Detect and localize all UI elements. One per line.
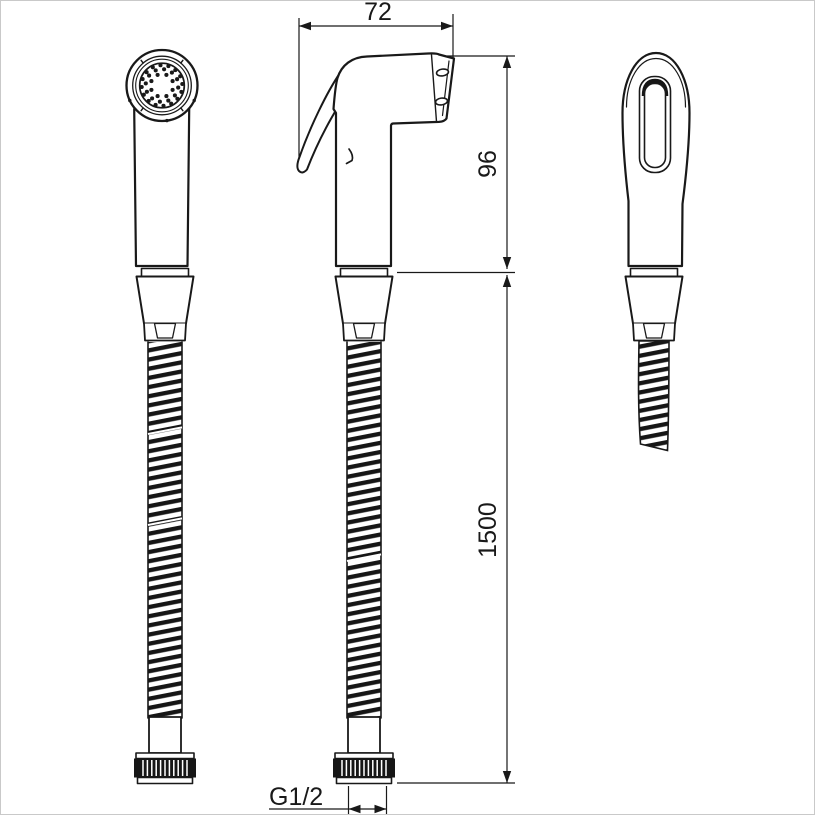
nozzle-dot xyxy=(175,97,179,101)
cone-fitting-side xyxy=(336,269,393,341)
nozzle-dot xyxy=(145,70,149,74)
handle-front xyxy=(134,103,189,266)
dim-label-width: 72 xyxy=(364,1,392,26)
nozzle-dot xyxy=(154,103,158,107)
nozzle-dot xyxy=(171,79,175,83)
nozzle-dot xyxy=(166,99,170,103)
arrowhead-right xyxy=(441,22,453,30)
nozzle-dot xyxy=(176,86,180,90)
rear-view xyxy=(623,53,690,451)
hose-end-fitting-front xyxy=(134,717,196,784)
nozzle-dot xyxy=(173,68,177,72)
nozzle-dot xyxy=(161,104,165,108)
hose-corrugation xyxy=(639,341,669,451)
side-view xyxy=(297,53,454,783)
nozzle-dot xyxy=(162,67,166,71)
arrowhead-top xyxy=(503,275,511,287)
arrowhead-left xyxy=(349,805,361,813)
nozzle-dot xyxy=(179,90,183,94)
nozzle-dot xyxy=(175,77,179,81)
nozzle-dot xyxy=(141,77,145,81)
hose-end-fitting-side xyxy=(333,717,395,784)
nozzle-dot xyxy=(178,74,182,78)
arrowhead-right xyxy=(375,805,387,813)
head-lug-left xyxy=(128,99,131,102)
nozzle-dot xyxy=(144,81,148,85)
nozzle-dot xyxy=(171,88,175,92)
nozzle-dot xyxy=(150,96,154,100)
arrowhead-top xyxy=(503,56,511,68)
hose-side xyxy=(347,342,381,718)
head-lug-right xyxy=(193,99,196,102)
arrowhead-bottom xyxy=(503,771,511,783)
nozzle-dot xyxy=(170,71,174,75)
front-view xyxy=(127,50,198,784)
nozzle-dot xyxy=(147,99,151,103)
nozzle-dot xyxy=(180,82,184,86)
nozzle-dot xyxy=(156,94,160,98)
nozzle-dot xyxy=(145,90,149,94)
nozzle-dot xyxy=(147,74,151,78)
dimension-thread xyxy=(269,783,387,814)
nozzle-dot xyxy=(154,68,158,72)
slot-inner xyxy=(645,84,666,168)
nozzle-dot xyxy=(166,64,170,68)
nozzle-dot xyxy=(151,65,155,69)
hose-corrugation xyxy=(347,342,381,718)
head-outer-ring xyxy=(127,50,198,121)
technical-drawing xyxy=(1,1,814,814)
hose-front xyxy=(148,342,182,718)
arrowhead-bottom xyxy=(503,257,511,269)
hose-corrugation xyxy=(148,342,182,718)
dim-label-thread: G1/2 xyxy=(269,783,324,811)
hose-rear xyxy=(639,341,669,451)
cone-fitting-front xyxy=(137,269,194,341)
spray-head-face xyxy=(127,50,198,122)
nozzle-dot xyxy=(142,93,146,97)
nozzle-dot xyxy=(149,79,153,83)
head-lug-bottom xyxy=(165,119,168,122)
nozzle-dot xyxy=(173,93,177,97)
nozzle-dot xyxy=(156,73,160,77)
arrowhead-left xyxy=(299,22,311,30)
dim-label-hose-length: 1500 xyxy=(474,502,502,558)
nozzle-dot xyxy=(158,63,162,67)
nozzle-dot xyxy=(149,88,153,92)
dimension-hose-length xyxy=(397,275,515,783)
nozzle-dot xyxy=(164,73,168,77)
nozzle-dot xyxy=(140,85,144,89)
lever-slot xyxy=(640,77,671,173)
nozzle-dot xyxy=(164,94,168,98)
nozzle-dot xyxy=(158,100,162,104)
cone-fitting-rear xyxy=(626,269,683,341)
dim-label-height: 96 xyxy=(474,150,502,178)
nozzle-dot xyxy=(169,102,173,106)
